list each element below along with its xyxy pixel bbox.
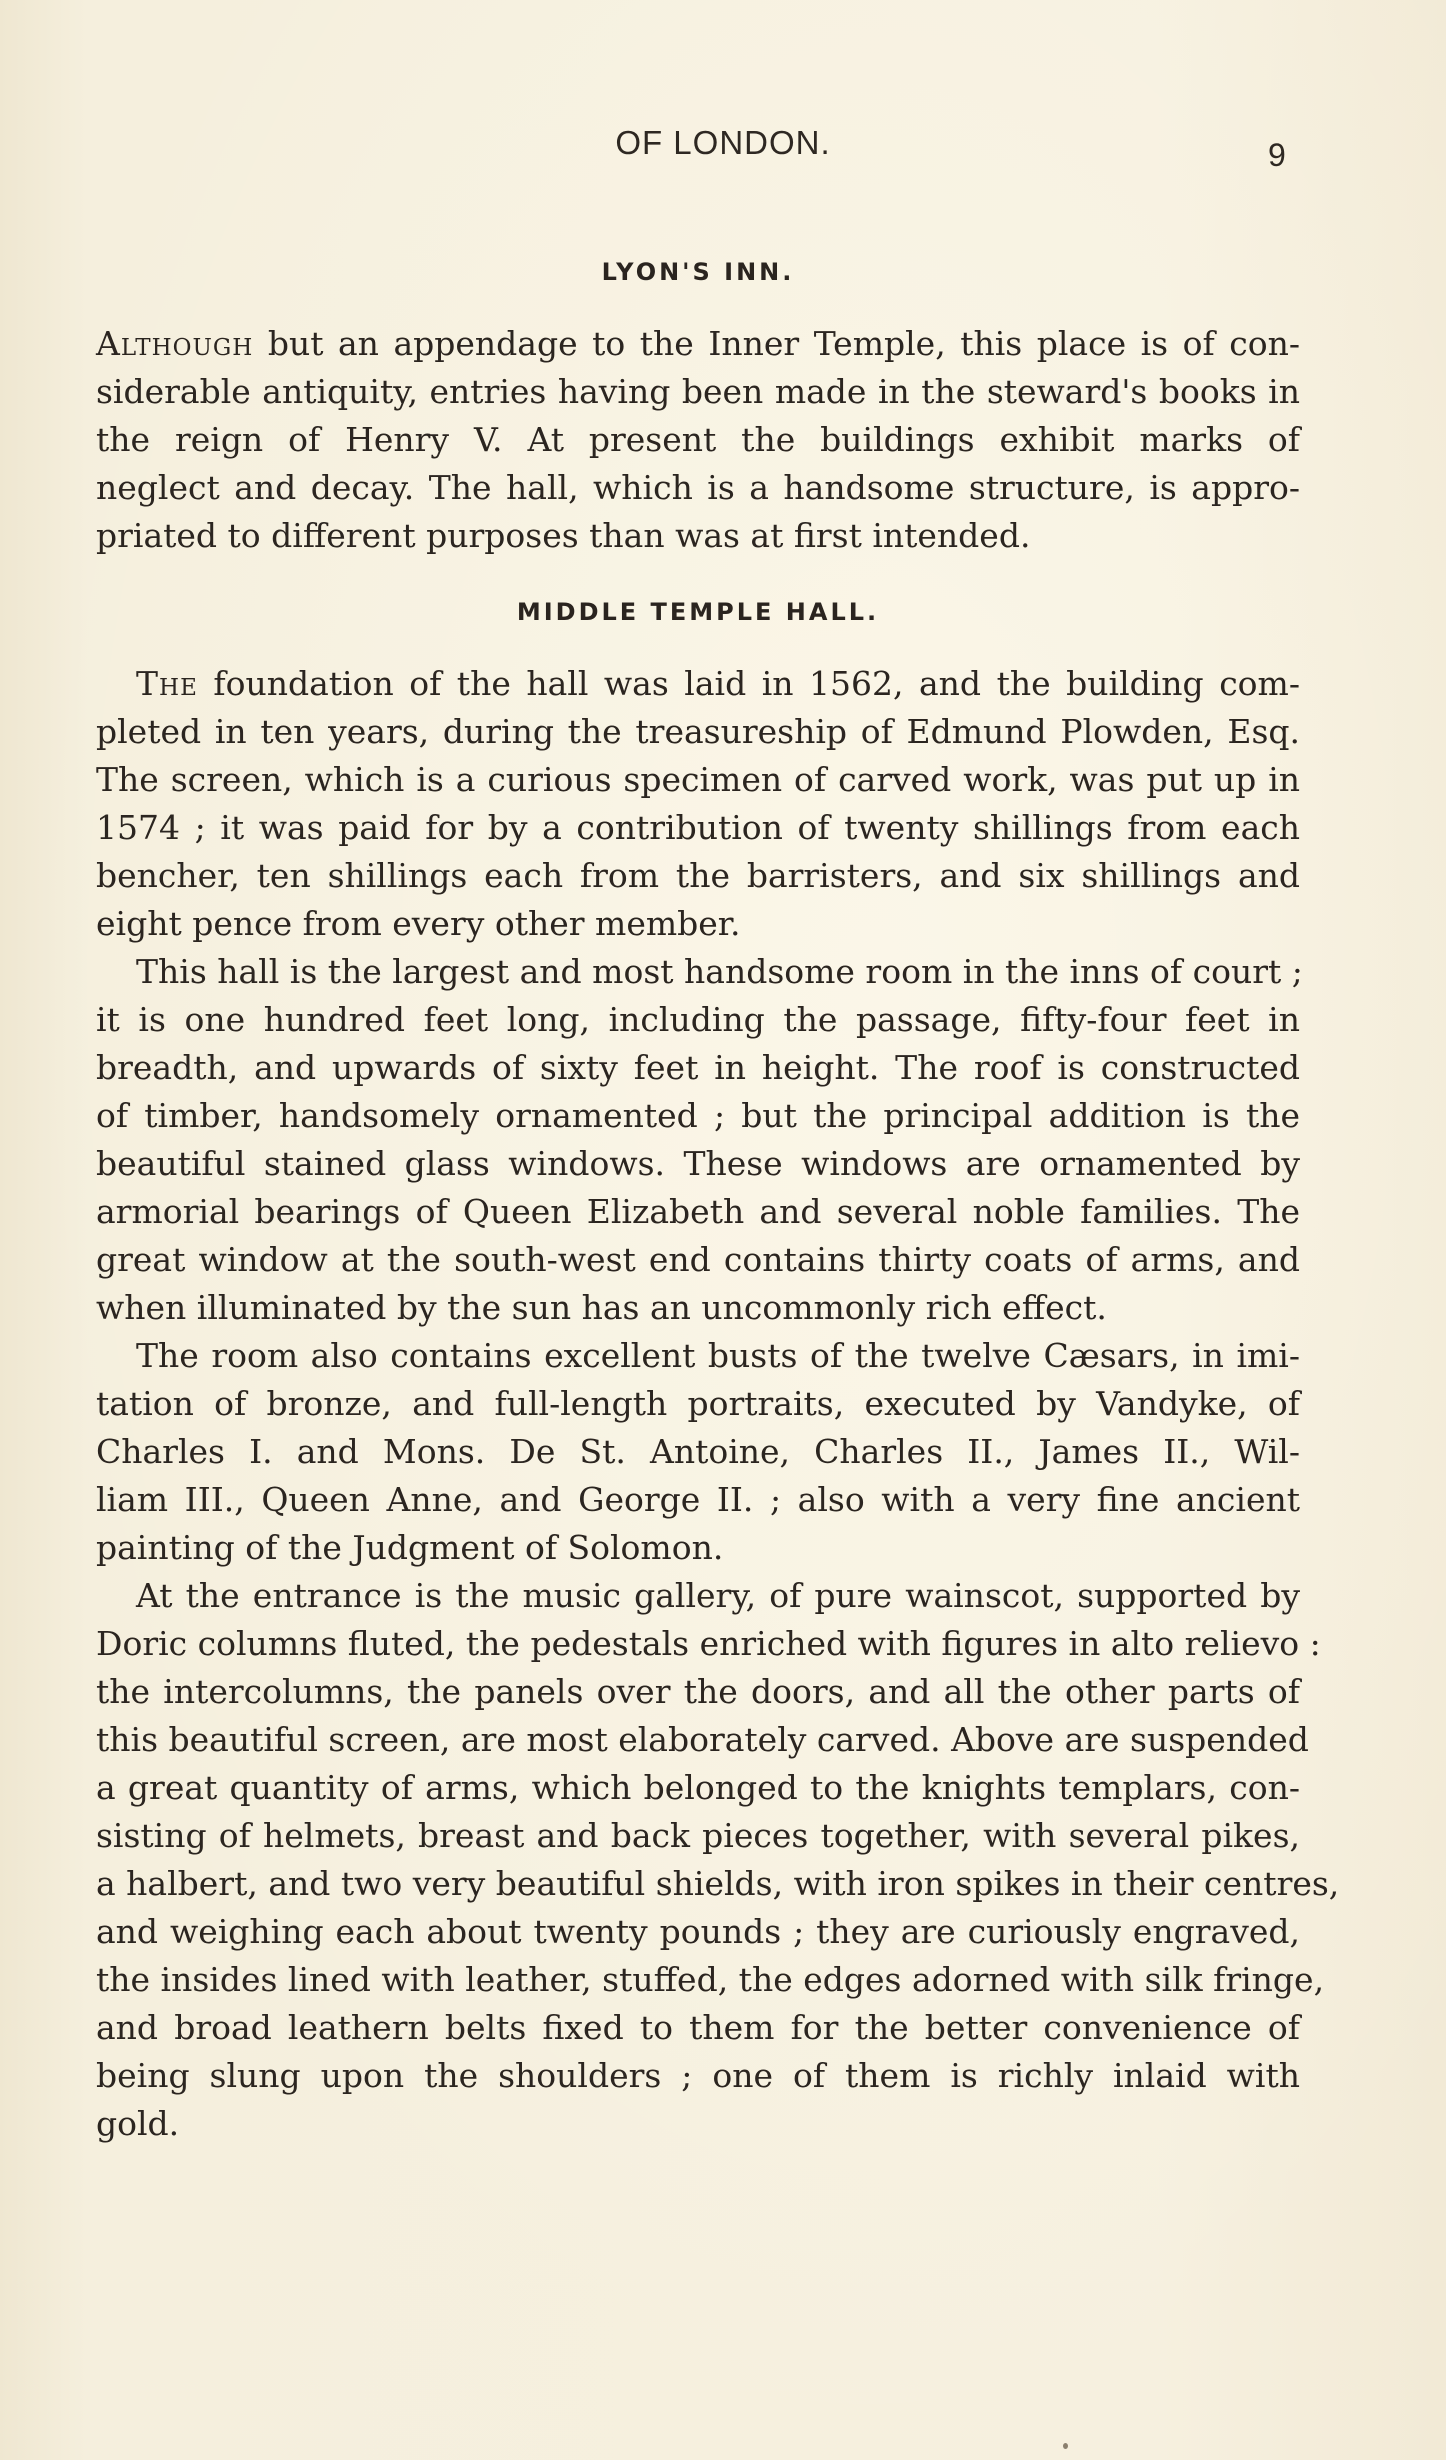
- paper-speck: [1063, 2443, 1068, 2449]
- text-line: bencher, ten shillings each from the barristers, and six shillings and: [96, 856, 1300, 895]
- text-line: priated to different purposes than was at first intended.: [96, 516, 1031, 555]
- body-text: [96, 250, 1340, 2148]
- text-line: breadth, and upwards of sixty feet in height. The roof is constructed: [96, 1048, 1300, 1087]
- text-line: 1574 ; it was paid for by a contribution of twenty shillings from each: [96, 808, 1300, 847]
- text-line: and broad leathern belts fixed to them for the better convenience of: [96, 2008, 1300, 2047]
- text-line: sisting of helmets, breast and back pieces together, with several pikes,: [96, 1816, 1300, 1855]
- text-line: pleted in ten years, during the treasureship of Edmund Plowden, Esq.: [96, 712, 1300, 751]
- text-line: Although but an appendage to the Inner Temple, this place is of con-: [96, 324, 1300, 363]
- text-line: liam III., Queen Anne, and George II. ; also with a very fine ancient: [96, 1480, 1300, 1519]
- text-line: the intercolumns, the panels over the doors, and all the other parts of: [96, 1672, 1300, 1711]
- paragraph: [96, 1332, 1300, 1572]
- text-line: a halbert, and two very beautiful shields, with iron spikes in their centres,: [96, 1864, 1340, 1903]
- text-line: neglect and decay. The hall, which is a handsome structure, is appro-: [96, 468, 1300, 507]
- text-line: This hall is the largest and most handsome room in the inns of court ;: [136, 952, 1303, 991]
- lead-word: Although: [96, 324, 254, 363]
- text-line: when illuminated by the sun has an uncommonly rich effect.: [96, 1288, 1107, 1327]
- text-line: eight pence from every other member.: [96, 904, 741, 943]
- text-line: siderable antiquity, entries having been made in the steward's books in: [96, 372, 1300, 411]
- text-line: The foundation of the hall was laid in 1562, and the building com-: [136, 664, 1300, 703]
- section-heading-middle-temple-hall: MIDDLE TEMPLE HALL.: [516, 598, 880, 626]
- page-number: 9: [1268, 137, 1286, 173]
- text-line: beautiful stained glass windows. These windows are ornamented by: [96, 1144, 1300, 1183]
- text-line: Charles I. and Mons. De St. Antoine, Charles II., James II., Wil-: [96, 1432, 1300, 1471]
- section-heading-lyons-inn: LYON'S INN.: [601, 258, 795, 286]
- text-line: and weighing each about twenty pounds ; they are curiously engraved,: [96, 1912, 1300, 1951]
- text-line: tation of bronze, and full-length portraits, executed by Vandyke, of: [96, 1384, 1300, 1423]
- text-line: great window at the south-west end contains thirty coats of arms, and: [96, 1240, 1300, 1279]
- text-line: The screen, which is a curious specimen of carved work, was put up in: [96, 760, 1300, 799]
- text-line: Doric columns fluted, the pedestals enriched with figures in alto relievo :: [96, 1624, 1321, 1663]
- text-line: The room also contains excellent busts of the twelve Cæsars, in imi-: [136, 1336, 1300, 1375]
- paragraph: [96, 1572, 1340, 2148]
- text-line: the insides lined with leather, stuffed, the edges adorned with silk fringe,: [96, 1960, 1325, 1999]
- running-head: OF LONDON.: [615, 124, 831, 161]
- text-line: of timber, handsomely ornamented ; but the principal addition is the: [96, 1096, 1300, 1135]
- text-line: painting of the Judgment of Solomon.: [96, 1528, 724, 1567]
- text-line: it is one hundred feet long, including the passage, fifty-four feet in: [96, 1000, 1300, 1039]
- text-line: this beautiful screen, are most elaborately carved. Above are suspended: [96, 1720, 1309, 1759]
- text-line: being slung upon the shoulders ; one of them is richly inlaid with: [96, 2056, 1300, 2095]
- text-line: a great quantity of arms, which belonged to the knights templars, con-: [96, 1768, 1300, 1807]
- text-line: At the entrance is the music gallery, of pure wainscot, supported by: [136, 1576, 1300, 1615]
- text-line: gold.: [96, 2104, 180, 2143]
- text-line: the reign of Henry V. At present the buildings exhibit marks of: [96, 420, 1300, 459]
- text-line: armorial bearings of Queen Elizabeth and several noble families. The: [96, 1192, 1300, 1231]
- paragraph: [96, 660, 1300, 948]
- lead-word: The: [136, 664, 198, 703]
- paragraph: [96, 948, 1303, 1332]
- paragraph: [96, 320, 1300, 560]
